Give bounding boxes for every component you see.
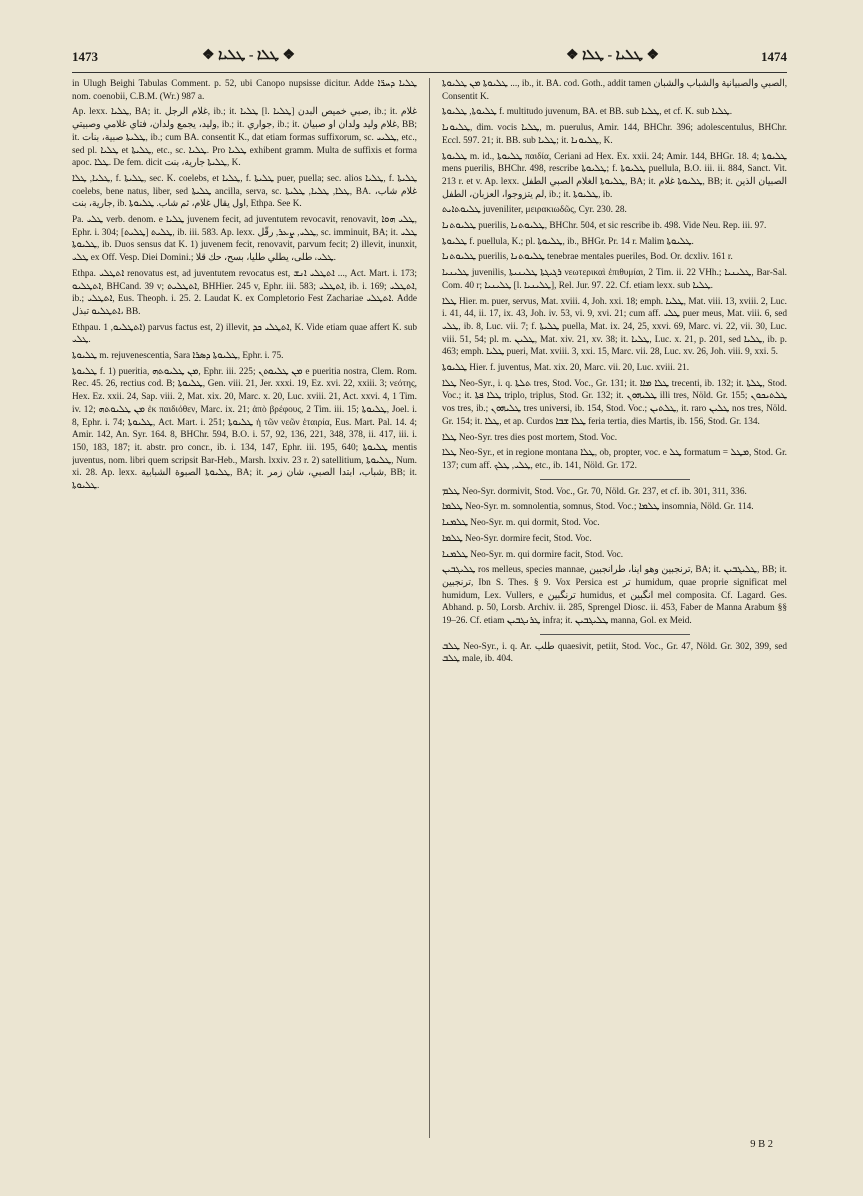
dictionary-entry: ܛܠܡܢܐ Neo-Syr. m. qui dormit, Stod. Voc. bbox=[442, 518, 600, 529]
section-divider bbox=[540, 634, 690, 635]
running-title-right: ❖ ܛܠܝܐ - ܛܠܐ ❖ bbox=[566, 48, 660, 63]
dictionary-entry: ܛܠܡܐ Neo-Syr. m. somnolentia, somnus, Stod. Voc.; ܛܠܡܐ insomnia, Nöld. Gr. 114. bbox=[442, 502, 754, 513]
header-rule bbox=[72, 72, 787, 73]
signature-mark: 9 B 2 bbox=[750, 1139, 773, 1150]
dictionary-entry: ܛܠܝܘܬܐ ܡܢ ܛܠܝܘܬܐ ..., ib., it. BA. cod. Goth., addit tamen الصبي والصبيانية والشباب والشبان, Consentit K. bbox=[442, 79, 787, 102]
dictionary-entry: ܛܠܝܐ, ܛܠܐ, f. ܛܠܝܬܐ, sec. K. coelebs, et ܛܠܝܐ, f. ܛܠܝܬܐ puer, puella; sec. alios ܛܠܝܐ, f. ܛܠܝܬܐ coelebs, bene natus, liber, sed ܛܠܝܬܐ ancilla, serva, sc. ܛܠܐ, ܛܠܝܐ, ܛܠܝܬܐ, BA. غلام شاب، جارية، بنت, ib. اول يقال غلام، ثم شاب. ܛܠܝܘܬܐ, Ethpa. See K. bbox=[72, 173, 417, 210]
dictionary-entry: ܛܠܝܘܢܐ, dim. vocis ܛܠܝܐ, m. puerulus, Amir. 144, BHChr. 396; adolescentulus, BHChr. Eccl. 597. 21; it. BB. sub ܛܠܝܐ; it. ܛܠܝܘܢܐ, K. bbox=[442, 123, 787, 146]
dictionary-entry: Ethpa. ܐܬܛܠܝ renovatus est, ad juventutem revocatus est, ܐܬܛܠܝ ܐܢܫ ..., Act. Mart. i. 173; ܐܬܛܠܝܘ, BHCand. 39 v; ܐܬܛܠܝܬ, BHHier. 245 v, Ephr. iii. 583; ܐܬܛܠܝ, ib. i. 169; ܐܬܛܠܝ, ib.; ܐܬܛܠܝ, Eus. Theoph. i. 25. 2. Laudat K. ex Completorio Fest Zachariae ܐܬܛܠܝ. Adde ܐܬܛܠܝܘ تبذل، BB. bbox=[72, 268, 417, 317]
page-header bbox=[72, 44, 787, 72]
dictionary-entry: ܛܠܐ Hier. m. puer, servus, Mat. xviii. 4, Joh. xxi. 18; emph. ܛܠܝܐ, Mat. viii. 13, xviii. 2, Luc. i. 41, 44, ii. 17, ix. 43, Joh. iv. 53, vi. 9, xvi. 21; cum aff. ܛܠܝ puer meus, Mat. viii. 6, sed ܛܠܝ, ib. 8, Luc. vii. 7; f. ܛܠܝܬܐ puella, Mat. ix. 24, 25, xxvi. 69, Marc. vi. 22, vii. 30, Luc. viii. 51, 54; pl. m. ܛܠܝܢ, Mat. xiv. 21, xv. 38; it. ܛܠܝܐ, Luc. x. 21, p. 201, sed ܛܠܝܐ, ib. p. 463; emph. ܛܠܝܐ pueri, Mat. xviii. 3, xxi. 15, Marc. vii. 28, Luc. xv. 26, Joh. viii. 9, xxi. 5. bbox=[442, 296, 787, 358]
dictionary-entry: ܛܠܡܢܐ Neo-Syr. m. qui dormire facit, Stod. Voc. bbox=[442, 549, 624, 560]
dictionary-entry: ܛܠܝܢܝܐ juvenilis, ܪܓܝܓܬܐ ܛܠܝܢܝܬܐ νεωτερικαὶ ἐπιθυμίαι, 2 Tim. ii. 22 VHh.; ܛܠܝܢܝܐ, Bar-Sal. Com. 40 r; ܛܠܝܢܝܐ [l. ܛܠܝܢܝܐ], Rel. Jur. 97. 22. Cf. etiam lexx. sub ܛܠܝܐ. bbox=[442, 268, 787, 291]
dictionary-entry: ܛܠܒ Neo-Syr., i. q. Ar. طلب quaesivit, petiit, Stod. Voc., Gr. 47, Nöld. Gr. 302, 399, sed ܛܠܒ male, ib. 404. bbox=[442, 641, 787, 665]
page-number-right: 1474 bbox=[761, 49, 787, 64]
running-title-left: ❖ ܛܠܐ - ܛܠܝܐ ❖ bbox=[202, 48, 296, 63]
dictionary-entry: Ap. lexx. ܛܠܝܐ, BA; it. غلام الرجل, ib.; it. ܛܠܝܐ [l. ܛܠܝܐ] صبي خميص البدن, ib.; it. غلام وليد، يجمع ولدان، فتاي غلامي وصبيتي, ib.; it. جواري, ib.; it. غلام وليد ولدان او صبيان, BB; it. ܛܠܝܬܐ صبية، بنات, ib.; cum BA. consentit K., dat etiam formas suffixorum, sc. ܛܠܝܝ, etc., sed pl. ܛܠܝܐ et ܛܠܝܬܐ, etc., sc. ܛܠܝܐ. Pro ܛܠܝܐ exhibent gramm. Multa de suffixis et forma apoc. ܛܠܐ. De fem. dicit ܛܠܝܬܐ جارية، بنت, K. bbox=[72, 107, 417, 169]
dictionary-entry: ܛܠܝܘܬܐ f. puellula, K.; pl. ܛܠܝܘܬܐ, ib., BHGr. Pr. 14 r. Malim ܛܠܝܘܬܐ. bbox=[442, 236, 694, 247]
dictionary-entry: ܛܠܝܘܬܐ m. id., ܛܠܝܘܬܐ παιδία, Ceriani ad Hex. Ex. xxii. 24; Amir. 144, BHGr. 18. 4; ܛܠܝܘܬܐ mens puerilis, BHChr. 498, rescribe ܛܠܝܘܬܐ; f. ܛܠܝܘܬܐ puellula, B.O. iii. ii. 884, Sanct. Vit. 213 r. et v. Ap. lexx. ܛܠܝܘܬܐ الغلام الصبي الطفل, BA; it. ܛܠܝܘܬܐ غلام, BB; it. الصبيان الذين لم يتزوجوا، العزبان، الطفل, ib.; it. ܛܠܝܘܬܐ, ib. bbox=[442, 151, 787, 200]
dictionary-entry: ܛܠܡܐ Neo-Syr. dormire fecit, Stod. Voc. bbox=[442, 533, 592, 544]
dictionary-entry: ܛܠܡ Neo-Syr. dormivit, Stod. Voc., Gr. 70, Nöld. Gr. 237, et cf. ib. 301, 311, 336. bbox=[442, 486, 747, 497]
dictionary-entry: ܛܠܝܘܬܢܐ puerilis, ܛܠܝܘܬܢܐ, BHChr. 504, et sic rescribe ib. 498. Vide Neu. Rep. iii. 97. bbox=[442, 221, 767, 232]
section-divider bbox=[540, 479, 690, 480]
dictionary-page bbox=[72, 44, 787, 1154]
dictionary-entry: Ethpau. ܐܬܛܠܝܘ, 1) parvus factus est, 2) illevit, ܐܬܛܠܝ ܟܕ, K. Vide etiam quae affert K. sub ܛܠܝ. bbox=[72, 322, 417, 346]
dictionary-entry: Pa. ܛܠܝ verb. denom. e ܛܠܝܐ juvenem fecit, ad juventutem revocavit, renovavit, ܛܠܝ ܗܘܐ, Ephr. i. 304; ܛܠܝܬ [ܛܠܝܬ], ib. iii. 583. Ap. lexx. ܛܠܝ, ܨܥܪ, رقّل, sc. imminuit, BA; it. ܛܠܝ ܛܠܝܘܬܐ, ib. Duos sensus dat K. 1) juvenem fecit, renovavit, parvum fecit; 2) illevit, inunxit, ܛܠܝ ex Off. Vesp. Diei Domini.; ܛܠܝ، طلى، يطلي طليا، بسح، حك قلا. bbox=[72, 215, 417, 264]
left-column bbox=[72, 78, 417, 1138]
dictionary-entry: ܛܠܝܘܬܐ Hier. f. juventus, Mat. xix. 20, Marc. vii. 20, Luc. xviii. 21. bbox=[442, 363, 690, 374]
dictionary-entry: ܛܠܝܓܒܝܢ ros melleus, species mannae, ترنجبين وهو اينا، طرانجبين, BA; it. ܛܠܝܓܒܝܢ, BB; it. ترنجبين, Ibn S. Thes. § 9. Vox Persica est تر humidum, quae proprie significat mel humidum, Lex. Vullers, e ترنگبين humidus, et انگبين mel composita. Cf. Lagard. Ges. Abhand. p. 50, Lorsb. Archiv. ii. 285, Sprengel Diosc. ii. 453, Faber de Manna Arabum §§ 19–26. Cf. etiam ܛܪܢܓܒܝܢ infra; it. ܛܠܝܓܒܝܢ manna, Gol. ex Meid. bbox=[442, 565, 787, 627]
dictionary-entry: ܛܠܐ Neo-Syr., et in regione montana ܛܠܐ, ob, propter, voc. e ܛܠ formatum = ܡܛܠ, Stod. Gr. 137; cum aff. ܛܠܝ, ܛܠܟ, etc., ib. 141, Nöld. Gr. 172. bbox=[442, 448, 787, 471]
page-number-left: 1473 bbox=[72, 49, 98, 64]
dictionary-entry: ܛܠܝܘܬܐ f. 1) pueritia, ܡܢ ܛܠܝܘܬܗ, Ephr. iii. 225; ܡܢ ܛܠܝܘܬܢ e pueritia nostra, Clem. Rom. Rec. 45. 26, rectius cod. B; ܛܠܝܘܬܐ, Gen. viii. 21, Jer. xxxi. 19, Ez. xvi. 22, xxiii. 3; νεότης, Hex. Ez. xxii. 24, Sap. viii. 2, Mat. xix. 20, Marc. x. 20, Luc. xviii. 21, Act. xxvi. 4, 1 Tim. iv. 12; ܡܢ ܛܠܝܘܬܗ ἐκ παιδιόθεν, Marc. ix. 21; ἀπὸ βρέφους, 2 Tim. iii. 15; ܛܠܝܘܬܐ, Joel. i. 8, Ephr. i. 74; ܛܠܝܘܬܐ, Act. Mart. i. 251; ܛܠܝܘܬܐ ἡ τῶν νεῶν ἑταιρία, Eus. Mart. Pal. 14. 4; Amir. 142, An. Syr. 164. 8, BHChr. 594, B.O. i. 57, 92, 136, 221, 348, 378, ii. 417, iii. i. 150, 183, 187; it. abstr. pro concr., ib. i. 134, 147, Ephr. iii. 195, 640; ܛܠܝܘܬܐ mentis juventus, nom. libri quem scripsit Bar-Heb., Marsh. lxxiv. 23 r. 2) satellitium, ܛܠܝܘܬܐ, Num. xi. 28. Ap. lexx. ܛܠܝܘܬܐ الصبوة الشبابية, BA; it. شباب، ابتدا الصبي، شان زمر, BB; it. ܛܠܝܘܬܐ. bbox=[72, 366, 417, 492]
dictionary-entry: ܛܠܐ Neo-Syr., i. q. ܬܠܬܐ tres, Stod. Voc., Gr. 131; it. ܛܠܐ ܡܐܐ trecenti, ib. 132; it. ܛܠܬܐ, Stod. Voc.; it. ܛܠܐ ܦܬܐ triplo, triplus, Stod. Gr. 132; it. ܛܠܝܗܘܢ illi tres, Nöld. Gr. 155; ܛܠܬܝܟܘܢ vos tres, ib.; ܛܠܝܗܘܢ tres universi, ib. 154, Stod. Voc.; ܛܠܬܝܢ, it. raro ܛܠܝܢ nos tres, Nöld. Gr. 154; it. ܛܠܐ, et ap. Curdos ܛܠܐ ܫܒܐ feria tertia, dies Martis, ib. 156, Stod. Gr. 134. bbox=[442, 378, 787, 427]
dictionary-entry: ܛܠܝܘܬܢܐ puerilis, ܛܠܝܘܬܢܐ tenebrae mentales pueriles, Bod. Or. dcxliv. 161 r. bbox=[442, 252, 733, 263]
dictionary-entry: in Ulugh Beighi Tabulas Comment. p. 52, ubi Canopo nupsisse dicitur. Adde ܛܠܝܐ ܕܚܪ̈ܐ nom. coenobii, C.B.M. (Wr.) 987 a. bbox=[72, 79, 417, 102]
dictionary-entry: ܛܠܐ Neo-Syr. tres dies post mortem, Stod. Voc. bbox=[442, 432, 618, 443]
dictionary-entry: ܛܠܝܘܬܐ, ܛܠܝܘܬܐ f. multitudo juvenum, BA. et BB. sub ܛܠܝܐ, et cf. K. sub ܛܠܝܐ. bbox=[442, 107, 733, 118]
right-column bbox=[442, 78, 787, 1138]
dictionary-entry: ܛܠܝܘܬܐ m. rejuvenescentia, Sara ܛܠܝܘܬܐ ܕܣܪܐ, Ephr. i. 75. bbox=[72, 351, 284, 362]
dictionary-entry: ܛܠܝܘܬܐܝܬ juveniliter, μειρακιωδῶς, Cyr. 230. 28. bbox=[442, 205, 627, 216]
column-divider bbox=[429, 78, 430, 1138]
